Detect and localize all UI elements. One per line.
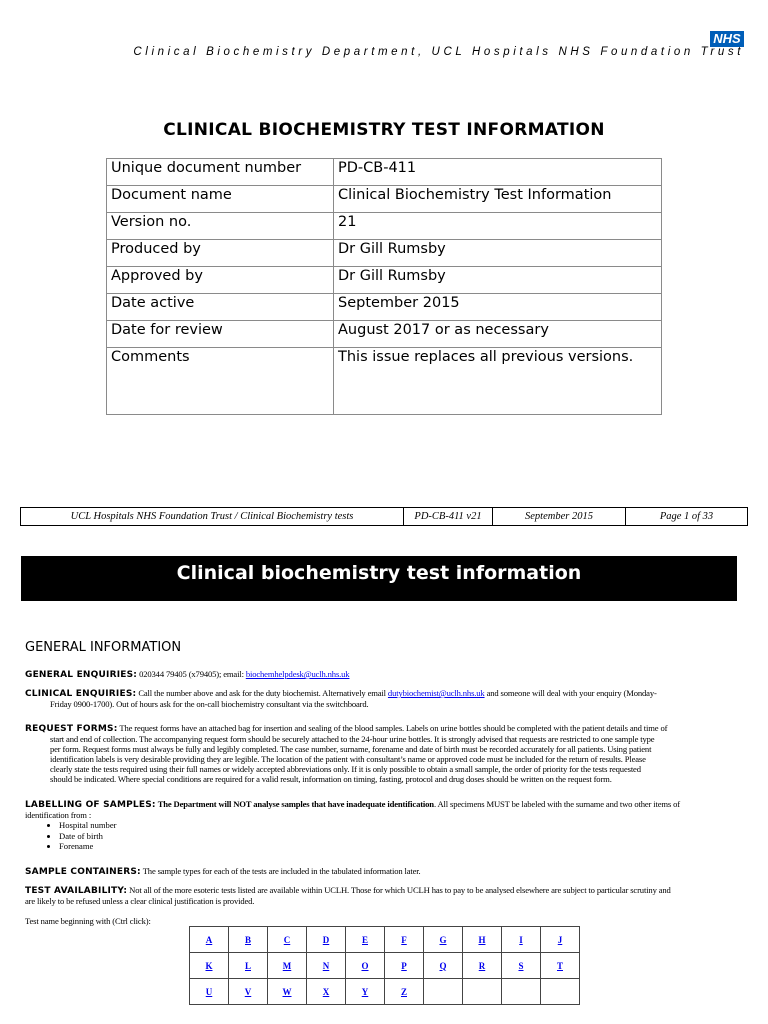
letter-link-f[interactable]: F (401, 934, 407, 945)
alphabet-cell (268, 927, 307, 953)
letter-link-v[interactable]: V (244, 986, 252, 997)
test-availability-text-2: are likely to be refused unless a clear clinical justification is provided. (25, 896, 255, 906)
request-forms-line: per form. Request forms must always be fully and legibly completed. The case number, surname, forename and date of birth must be recorded accurately for all patients. Using patient (50, 744, 652, 754)
sample-containers-text: The sample types for each of the tests are included in the tabulated information later. (142, 866, 421, 876)
general-info-title: GENERAL INFORMATION (25, 640, 182, 655)
clinical-enquiries (25, 688, 741, 709)
duty-biochemist-email-link[interactable]: dutybiochemist@uclh.nhs.uk (387, 688, 485, 698)
row-key: Date active (107, 294, 334, 321)
labelling-of-samples (25, 799, 741, 820)
row-key: Version no. (107, 213, 334, 240)
alphabet-row (190, 979, 580, 1005)
general-enquiries-label: GENERAL ENQUIRIES: (25, 670, 138, 680)
request-forms-line: start and end of collection. The accompanying request form should be securely attached to the 24-hour urine bottles. It is strongly advised that requests are restricted to one sample type (50, 734, 655, 744)
table-row (107, 213, 662, 240)
alphabet-cell (463, 927, 502, 953)
letter-link-k[interactable]: K (205, 960, 213, 971)
alphabet-cell (385, 927, 424, 953)
section-banner: Clinical biochemistry test information (21, 556, 737, 601)
letter-link-s[interactable]: S (518, 960, 524, 971)
table-row (107, 159, 662, 186)
department-header: Clinical Biochemistry Department, UCL Hospitals NHS Foundation Trust (133, 46, 744, 58)
helpdesk-email-link[interactable]: biochemhelpdesk@uclh.nhs.uk (245, 669, 350, 679)
general-enquiries (25, 669, 741, 680)
request-forms-line: The request forms have an attached bag for insertion and sealing of the blood samples. Labels on urine bottles should be completed with the patient details and time of (119, 723, 668, 733)
alphabet-cell (307, 927, 346, 953)
general-enquiries-text: 020344 79405 (x79405); email: (139, 669, 244, 679)
table-row (107, 186, 662, 213)
table-row (107, 240, 662, 267)
sample-containers (25, 866, 741, 877)
alphabet-cell (346, 927, 385, 953)
alphabet-cell (424, 927, 463, 953)
letter-link-t[interactable]: T (556, 960, 563, 971)
row-key: Unique document number (107, 159, 334, 186)
clinical-enquiries-text-2: and someone will deal with your enquiry (Monday- (486, 688, 657, 698)
alphabet-cell (190, 927, 229, 953)
labelling-text: . All specimens MUST be labeled with the surname and two other items of (433, 799, 680, 809)
row-value: August 2017 or as necessary (334, 321, 662, 348)
alphabet-cell (268, 953, 307, 979)
footer-trust: UCL Hospitals NHS Foundation Trust / Clinical Biochemistry tests (21, 508, 404, 526)
letter-link-i[interactable]: I (519, 934, 523, 945)
alphabet-cell (346, 979, 385, 1005)
test-availability-label: TEST AVAILABILITY: (25, 886, 128, 896)
table-row (107, 267, 662, 294)
identification-list (25, 820, 117, 852)
row-key: Date for review (107, 321, 334, 348)
letter-link-x[interactable]: X (322, 986, 330, 997)
alphabet-cell (541, 927, 580, 953)
alphabet-empty-cell (502, 979, 541, 1005)
table-row (107, 348, 662, 415)
row-value: This issue replaces all previous versions. (334, 348, 662, 415)
alphabet-empty-cell (463, 979, 502, 1005)
row-key: Comments (107, 348, 334, 415)
row-key: Document name (107, 186, 334, 213)
row-value: Clinical Biochemistry Test Information (334, 186, 662, 213)
request-forms-line: identification labels is very desirable providing they are legible. The location of the patient with consultant’s name or approved code must be included for the return of results. Please (50, 754, 646, 764)
alphabet-cell (268, 979, 307, 1005)
letter-link-j[interactable]: J (557, 934, 563, 945)
alphabet-cell (190, 953, 229, 979)
letter-link-w[interactable]: W (282, 986, 292, 997)
alphabet-cell (502, 953, 541, 979)
sample-containers-label: SAMPLE CONTAINERS: (25, 867, 141, 877)
list-item: • Forename (59, 841, 117, 852)
letter-link-y[interactable]: Y (361, 986, 369, 997)
row-value: Dr Gill Rumsby (334, 267, 662, 294)
alphabet-cell (307, 979, 346, 1005)
nhs-logo: NHS (710, 31, 744, 47)
labelling-label: LABELLING OF SAMPLES: (25, 800, 156, 810)
row-value: Dr Gill Rumsby (334, 240, 662, 267)
letter-link-h[interactable]: H (478, 934, 486, 945)
letter-link-q[interactable]: Q (439, 960, 447, 971)
table-row (107, 294, 662, 321)
letter-link-o[interactable]: O (361, 960, 369, 971)
request-forms-line: clearly state the tests required using their full names or widely accepted abbreviations only. If it is only possible to obtain a small sample, the order of priority for the tests requested (50, 764, 641, 774)
alphabet-index-table (189, 926, 580, 1005)
alphabet-cell (307, 953, 346, 979)
footer-page-number: Page 1 of 33 (626, 508, 748, 526)
alphabet-empty-cell (541, 979, 580, 1005)
row-value: PD-CB-411 (334, 159, 662, 186)
footer-doc-id: PD-CB-411 v21 (404, 508, 493, 526)
clinical-enquiries-text-3: Friday 0900-1700). Out of hours ask for the on-call biochemistry consultant via the switchboard. (50, 699, 369, 709)
test-availability-text: Not all of the more esoteric tests listed are available within UCLH. Those for which UCLH has to pay to be analysed elsewhere are subject to particular scrutiny and (129, 885, 671, 895)
alphabet-cell (190, 979, 229, 1005)
letter-link-u[interactable]: U (205, 986, 213, 997)
table-row (107, 321, 662, 348)
letter-link-d[interactable]: D (322, 934, 330, 945)
letter-link-p[interactable]: P (401, 960, 407, 971)
letter-link-g[interactable]: G (439, 934, 447, 945)
row-key: Produced by (107, 240, 334, 267)
test-availability (25, 885, 741, 906)
clinical-enquiries-label: CLINICAL ENQUIRIES: (25, 689, 137, 699)
row-value: 21 (334, 213, 662, 240)
request-forms-line: should be indicated. Where special conditions are required for a valid result, information on timing, fasting, protocol and drug doses should be written on the request form. (50, 774, 612, 784)
labelling-warning: The Department will NOT analyse samples that have inadequate identification (157, 799, 434, 809)
letter-link-b[interactable]: B (244, 934, 251, 945)
labelling-text-2: identification from : (25, 810, 92, 820)
alphabet-cell (502, 927, 541, 953)
alphabet-cell (385, 953, 424, 979)
document-info-table (106, 158, 662, 415)
page-footer (20, 507, 748, 526)
letter-link-m[interactable]: M (282, 960, 292, 971)
alphabet-cell (541, 953, 580, 979)
alphabet-cell (229, 953, 268, 979)
alphabet-cell (463, 953, 502, 979)
letter-link-r[interactable]: R (478, 960, 486, 971)
letter-link-a[interactable]: A (205, 934, 213, 945)
alphabet-cell (229, 927, 268, 953)
letter-link-c[interactable]: C (283, 934, 291, 945)
request-forms-label: REQUEST FORMS: (25, 724, 118, 734)
letter-link-e[interactable]: E (361, 934, 368, 945)
clinical-enquiries-text: Call the number above and ask for the duty biochemist. Alternatively email (138, 688, 386, 698)
list-item: • Hospital number (59, 820, 117, 831)
alphabet-empty-cell (424, 979, 463, 1005)
alphabet-cell (424, 953, 463, 979)
index-intro: Test name beginning with (Ctrl click): (25, 916, 151, 926)
letter-link-n[interactable]: N (322, 960, 330, 971)
letter-link-l[interactable]: L (244, 960, 251, 971)
cover-title: CLINICAL BIOCHEMISTRY TEST INFORMATION (163, 120, 605, 140)
request-forms (25, 723, 741, 784)
list-item: • Date of birth (59, 831, 117, 842)
footer-date: September 2015 (493, 508, 626, 526)
alphabet-row (190, 953, 580, 979)
alphabet-cell (385, 979, 424, 1005)
letter-link-z[interactable]: Z (400, 986, 407, 997)
alphabet-cell (229, 979, 268, 1005)
alphabet-cell (346, 953, 385, 979)
alphabet-row (190, 927, 580, 953)
row-key: Approved by (107, 267, 334, 294)
row-value: September 2015 (334, 294, 662, 321)
